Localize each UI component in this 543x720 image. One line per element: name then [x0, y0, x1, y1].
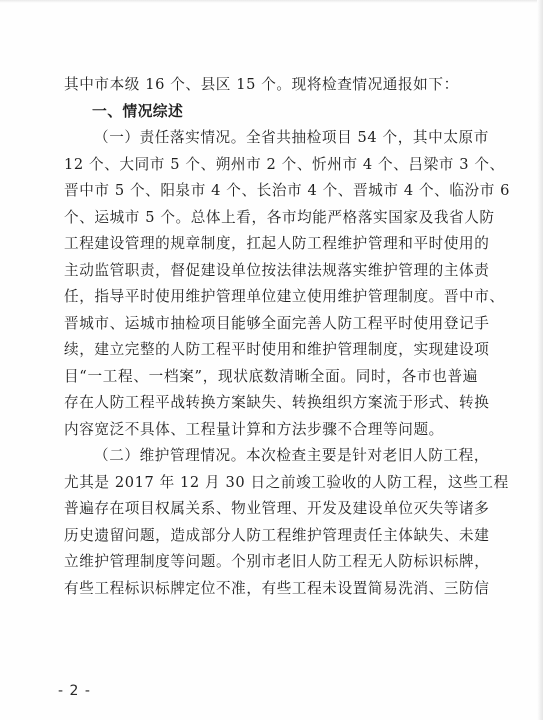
- text-line: 历史遗留问题，造成部分人防工程维护管理责任主体缺失、未建: [64, 526, 490, 544]
- text-line: 晋中市 5 个、阳泉市 4 个、长治市 4 个、晋城市 4 个、临汾市 6: [64, 182, 511, 199]
- text-line: 任，指导平时使用维护管理单位建立使用维护管理制度。晋中市、: [64, 288, 505, 305]
- paragraph-start-line: （二）维护管理情况。本次检查主要是针对老旧人防工程，: [94, 447, 490, 464]
- text-line: 目“一工程、一档案”，现状底数清晰全面。同时，各市也普遍: [64, 367, 478, 385]
- scan-edge-right: [537, 0, 543, 720]
- text-line: 其中市本级 16 个、县区 15 个。现将检查情况通报如下：: [64, 76, 459, 93]
- section-heading: 一、情况综述: [92, 102, 184, 120]
- text-line: 个、运城市 5 个。总体上看，各市均能严格落实国家及我省人防: [64, 208, 495, 226]
- page-number: - 2 -: [58, 683, 91, 699]
- text-line: 有些工程标识标牌定位不准，有些工程未设置简易洗消、三防信: [64, 579, 490, 597]
- text-line: 立维护管理制度等问题。个别市老旧人防工程无人防标识标牌，: [64, 553, 490, 570]
- text-line: 工程建设管理的规章制度，扛起人防工程维护管理和平时使用的: [64, 235, 490, 252]
- text-line: 尤其是 2017 年 12 月 30 日之前竣工验收的人防工程，这些工程: [64, 473, 509, 491]
- text-line: 存在人防工程平战转换方案缺失、转换组织方案流于形式、转换: [64, 394, 490, 411]
- scan-edge-top: [0, 0, 543, 3]
- text-line: 晋城市、运城市抽检项目能够全面完善人防工程平时使用登记手: [64, 314, 490, 332]
- text-line: 内容宽泛不具体、工程量计算和方法步骤不合理等问题。: [64, 420, 444, 438]
- paragraph-start-line: （一）责任落实情况。全省共抽检项目 54 个，其中太原市: [94, 129, 489, 146]
- text-line: 普遍存在项目权属关系、物业管理、开发及建设单位灭失等诸多: [64, 500, 490, 517]
- text-line: 主动监管职责，督促建设单位按法律法规落实维护管理的主体责: [64, 261, 490, 279]
- document-body: [64, 72, 511, 602]
- text-line: 12 个、大同市 5 个、朔州市 2 个、忻州市 4 个、吕梁市 3 个、: [64, 155, 505, 173]
- text-line: 续，建立完整的人防工程平时使用和维护管理制度，实现建设项: [64, 341, 490, 358]
